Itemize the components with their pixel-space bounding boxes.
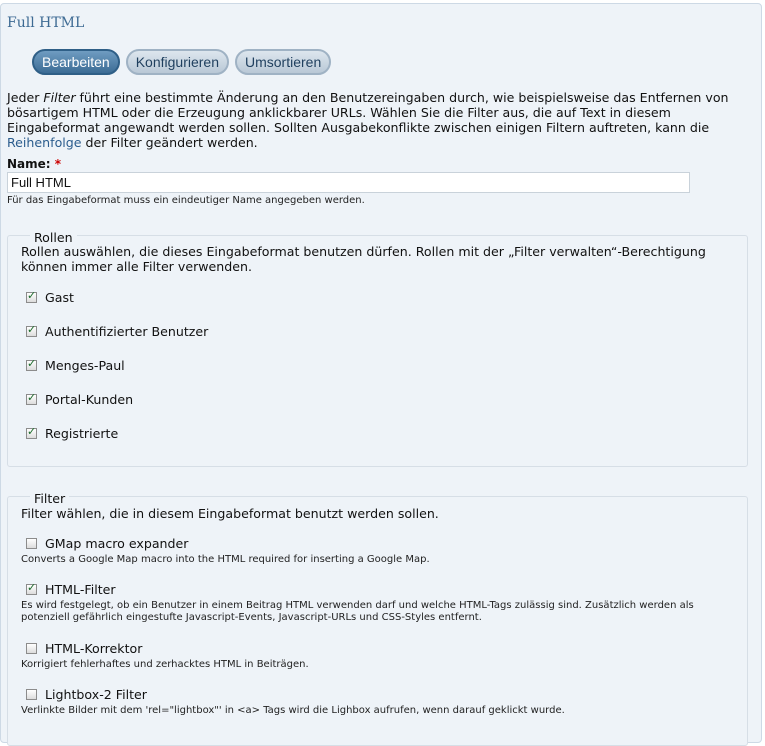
role-registrierte-checkbox[interactable] — [26, 428, 37, 439]
format-description — [7, 90, 752, 150]
filters-fieldset — [7, 491, 748, 746]
description-text-start: Jeder — [7, 90, 44, 105]
role-menges-paul-label: Menges-Paul — [45, 358, 125, 373]
roles-fieldset — [7, 230, 748, 467]
filter-lightbox[interactable] — [26, 687, 147, 702]
role-portal-kunden-label: Portal-Kunden — [45, 392, 134, 407]
filter-html-label: HTML-Filter — [45, 582, 116, 597]
filter-html-checkbox[interactable] — [26, 584, 37, 595]
filter-html[interactable] — [26, 582, 116, 597]
page-title: Full HTML — [7, 15, 85, 31]
role-registrierte[interactable] — [26, 426, 118, 441]
role-menges-paul-checkbox[interactable] — [26, 360, 37, 371]
role-authentifizierter-benutzer-checkbox[interactable] — [26, 326, 37, 337]
filters-description: Filter wählen, die in diesem Eingabeformat benutzt werden sollen. — [21, 506, 439, 521]
role-gast[interactable] — [26, 290, 74, 305]
description-text-end: der Filter geändert werden. — [81, 135, 258, 150]
filter-html-korrektor[interactable] — [26, 641, 142, 656]
required-mark: * — [54, 157, 62, 171]
reihenfolge-link[interactable]: Reihenfolge — [7, 135, 82, 150]
filter-gmap-description: Converts a Google Map macro into the HTML required for inserting a Google Map. — [21, 554, 430, 565]
role-gast-checkbox[interactable] — [26, 292, 37, 303]
name-input[interactable] — [7, 172, 690, 193]
role-gast-label: Gast — [45, 290, 74, 305]
role-authentifizierter-benutzer[interactable] — [26, 324, 208, 339]
filter-gmap-checkbox[interactable] — [26, 538, 37, 549]
roles-description: Rollen auswählen, die dieses Eingabeformat benutzen dürfen. Rollen mit der „Filter verwalten“-Berechtigung können immer alle Filter verwenden. — [21, 244, 706, 274]
filter-gmap-label: GMap macro expander — [45, 536, 189, 551]
filter-html-description: Es wird festgelegt, ob ein Benutzer in einem Beitrag HTML verwenden darf und welche HTML-Tags zulässig sind. Zusätzlich werden als potenziell gefährlich eingestufte Javascript-Events, Javascript-URLs und CSS-Styles entfernt. — [21, 600, 694, 623]
tab-bearbeiten[interactable]: Bearbeiten — [32, 49, 120, 75]
role-registrierte-label: Registrierte — [45, 426, 119, 441]
tab-konfigurieren[interactable]: Konfigurieren — [126, 49, 229, 75]
filter-lightbox-description: Verlinkte Bilder mit dem 'rel="lightbox"' in <a> Tags wird die Lighbox aufrufen, wenn darauf geklickt wurde. — [21, 705, 565, 716]
tab-bar — [32, 49, 331, 75]
roles-legend: Rollen — [30, 230, 77, 245]
tab-umsortieren[interactable]: Umsortieren — [235, 49, 331, 75]
name-label — [7, 157, 61, 171]
filter-html-korrektor-checkbox[interactable] — [26, 643, 37, 654]
filter-html-korrektor-description: Korrigiert fehlerhaftes und zerhacktes HTML in Beiträgen. — [21, 659, 309, 670]
role-authentifizierter-benutzer-label: Authentifizierter Benutzer — [45, 324, 209, 339]
filter-gmap[interactable] — [26, 536, 188, 551]
name-help-text: Für das Eingabeformat muss ein eindeutiger Name angegeben werden. — [7, 195, 365, 206]
content-panel — [0, 3, 762, 743]
role-menges-paul[interactable] — [26, 358, 125, 373]
name-label-text: Name: — [7, 157, 51, 171]
filters-legend: Filter — [30, 491, 69, 506]
filter-lightbox-label: Lightbox-2 Filter — [45, 687, 147, 702]
role-portal-kunden[interactable] — [26, 392, 133, 407]
description-emphasis: Filter — [43, 90, 76, 105]
description-text-middle: führt eine bestimmte Änderung an den Benutzereingaben durch, wie beispielsweise das Entfernen von bösartigem HTML oder die Erzeugung anklickbarer URLs. Wählen Sie die Filter aus, die auf Text in diesem Eingabeformat angewandt werden sollen. Sollten Ausgabekonflikte zwischen einigen Filtern auftreten, kann die — [7, 90, 729, 135]
filter-lightbox-checkbox[interactable] — [26, 689, 37, 700]
role-portal-kunden-checkbox[interactable] — [26, 394, 37, 405]
filter-html-korrektor-label: HTML-Korrektor — [45, 641, 143, 656]
